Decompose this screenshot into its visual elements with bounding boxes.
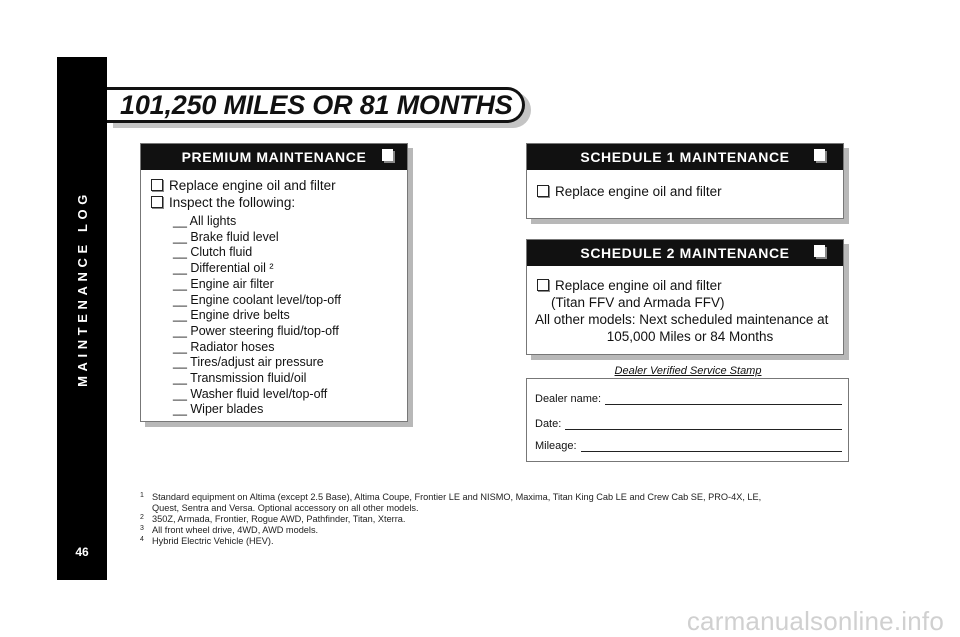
checklist-item: Replace engine oil and filter (537, 277, 843, 294)
mileage-field[interactable] (581, 439, 842, 452)
schedule-2-header (527, 240, 843, 266)
dealer-name-row (535, 392, 842, 405)
premium-maintenance-title: PREMIUM MAINTENANCE (181, 149, 367, 165)
stamp-caption: Dealer Verified Service Stamp (614, 365, 762, 377)
checkbox-icon (814, 245, 825, 257)
checkbox-icon[interactable] (151, 196, 163, 208)
premium-maintenance-header (141, 144, 407, 170)
mileage-label: Mileage: (535, 440, 577, 452)
footnote: 3 All front wheel drive, 4WD, AWD models. (140, 525, 319, 535)
sidebar-label (57, 57, 107, 580)
date-label: Date: (535, 418, 562, 430)
inspect-item: __ Power steering fluid/top-off (173, 323, 339, 338)
schedule-2-title: SCHEDULE 2 MAINTENANCE (580, 245, 790, 261)
footnote: 2 350Z, Armada, Frontier, Rogue AWD, Pathfinder, Titan, Xterra. (140, 514, 406, 524)
dealer-name-label: Dealer name: (535, 393, 602, 405)
date-field[interactable] (565, 417, 842, 430)
date-row (535, 417, 842, 430)
dealer-name-field[interactable] (605, 392, 842, 405)
page-number: 46 (75, 545, 89, 559)
inspect-item: __ Clutch fluid (173, 245, 253, 260)
premium-maintenance-panel (140, 143, 408, 422)
mileage-row (535, 439, 842, 452)
checklist-item-note: (Titan FFV and Armada FFV) (551, 295, 725, 310)
inspect-item: __ Tires/adjust air pressure (173, 355, 324, 370)
dealer-stamp-box (526, 378, 849, 462)
inspect-item: __ Engine coolant level/top-off (173, 292, 341, 307)
checklist-item: Replace engine oil and filter (151, 177, 407, 194)
checkbox-icon[interactable] (537, 279, 549, 291)
inspect-item: __ Engine air filter (173, 276, 274, 291)
inspect-item: __ Wiper blades (173, 402, 264, 417)
inspect-item: __ Engine drive belts (173, 308, 290, 323)
inspect-item: __ Brake fluid level (173, 229, 279, 244)
inspect-item: __ Washer fluid level/top-off (173, 386, 328, 401)
checkbox-icon (814, 149, 825, 161)
footnote: 4 Hybrid Electric Vehicle (HEV). (140, 536, 274, 546)
inspect-item: __ All lights (173, 214, 237, 228)
other-models-note: All other models: Next scheduled maintenance at (535, 312, 829, 327)
checklist-item: Replace engine oil and filter (537, 183, 843, 200)
footnote: 1 Standard equipment on Altima (except 2.5 Base), Altima Coupe, Frontier LE and NISMO, Maxima, Titan King Cab LE and Crew Cab SE, PRO-4X, LE, (140, 492, 762, 502)
inspect-item: __ Transmission fluid/oil (173, 371, 307, 386)
checkbox-icon[interactable] (537, 185, 549, 197)
watermark: carmanualsonline.info (686, 606, 944, 636)
page-title: 101,250 MILES OR 81 MONTHS (120, 90, 513, 120)
footnotes (140, 492, 860, 547)
schedule-1-header (527, 144, 843, 170)
schedule-1-panel (526, 143, 844, 219)
checkbox-icon[interactable] (151, 179, 163, 191)
footnote: Quest, Sentra and Versa. Optional accessory on all other models. (152, 503, 419, 513)
schedule-2-panel (526, 239, 844, 355)
other-models-interval: 105,000 Miles or 84 Months (606, 329, 774, 344)
sidebar-label-text: MAINTENANCE LOG (74, 190, 90, 387)
checklist-item: Inspect the following: (151, 194, 407, 211)
inspect-item: __ Radiator hoses (173, 339, 275, 354)
checkbox-icon (382, 149, 393, 161)
schedule-1-title: SCHEDULE 1 MAINTENANCE (580, 149, 790, 165)
inspect-item: __ Differential oil ² (173, 261, 274, 276)
